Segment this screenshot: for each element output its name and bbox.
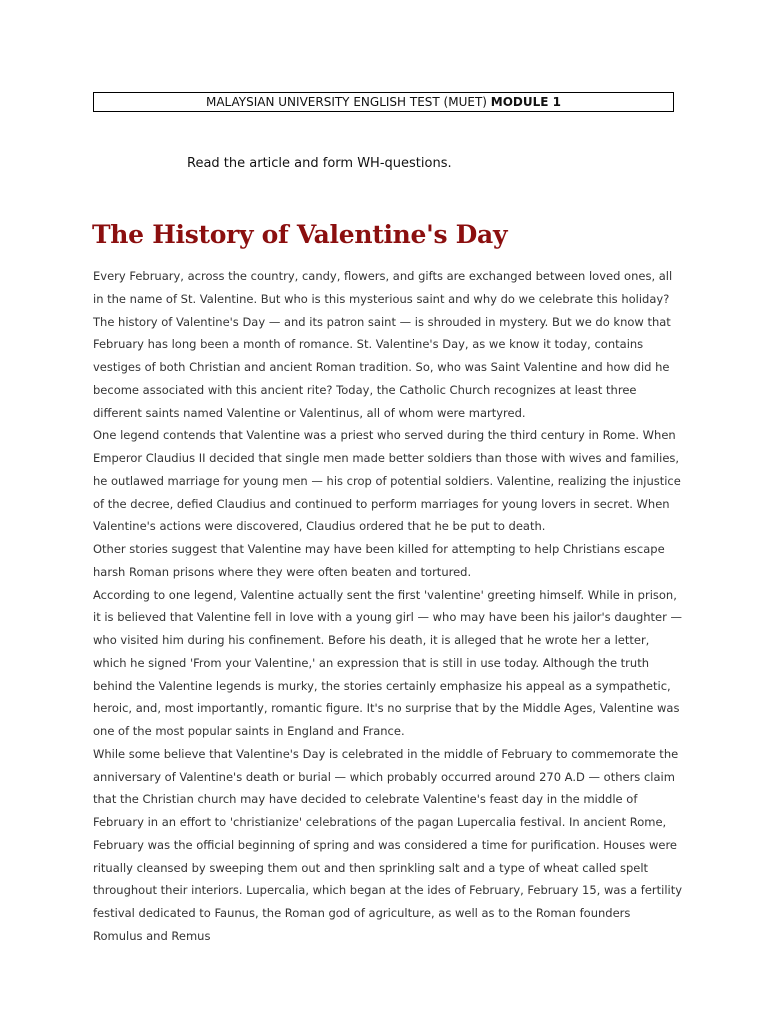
- module-header: [93, 92, 674, 112]
- test-name: MALAYSIAN UNIVERSITY ENGLISH TEST (MUET): [205, 95, 487, 109]
- paragraph-2: One legend contends that Valentine was a priest who served during the third century in Rome. When Emperor Claudius II decided that single men made better soldiers than those with wives and families, he outlawed marriage for young men — his crop of potential soldiers. Valentine, realizing the injustice of the decree, defied Claudius and continued to perform marriages for young lovers in secret. When Valentine's actions were discovered, Claudius ordered that he be put to death.: [93, 428, 681, 534]
- instruction-text: Read the article and form WH-questions.: [187, 156, 452, 171]
- article-title: The History of Valentine's Day: [92, 220, 508, 249]
- paragraph-4: According to one legend, Valentine actually sent the first 'valentine' greeting himself. While in prison, it is believed that Valentine fell in love with a young girl — who may have been his jailor's daughter — who visited him during his confinement. Before his death, it is alleged that he wrote her a letter, which he signed 'From your Valentine,' an expression that is still in use today. Although the truth behind the Valentine legends is murky, the stories certainly emphasize his appeal as a sympathetic, heroic, and, most importantly, romantic figure. It's no surprise that by the Middle Ages, Valentine was one of the most popular saints in England and France.: [93, 587, 683, 738]
- paragraph-3: Other stories suggest that Valentine may have been killed for attempting to help Christians escape harsh Roman prisons where they were often beaten and tortured.: [93, 542, 665, 579]
- paragraph-1: Every February, across the country, candy, flowers, and gifts are exchanged between loved ones, all in the name of St. Valentine. But who is this mysterious saint and why do we celebrate this holiday? The history of Valentine's Day — and its patron saint — is shrouded in mystery. But we do know that February has long been a month of romance. St. Valentine's Day, as we know it today, contains vestiges of both Christian and ancient Roman tradition. So, who was Saint Valentine and how did he become associated with this ancient rite? Today, the Catholic Church recognizes at least three different saints named Valentine or Valentinus, all of whom were martyred.: [93, 269, 673, 420]
- paragraph-5: While some believe that Valentine's Day is celebrated in the middle of February to commemorate the anniversary of Valentine's death or burial — which probably occurred around 270 A.D — others claim that the Christian church may have decided to celebrate Valentine's feast day in the middle of February in an effort to 'christianize' celebrations of the pagan Lupercalia festival. In ancient Rome, February was the official beginning of spring and was considered a time for purification. Houses were ritually cleansed by sweeping them out and then sprinkling salt and a type of wheat called spelt throughout their interiors. Lupercalia, which began at the ides of February, February 15, was a fertility festival dedicated to Faunus, the Roman god of agriculture, as well as to the Roman founders Romulus and Remus: [93, 746, 683, 943]
- article-body: [93, 265, 683, 948]
- module-label: MODULE 1: [490, 95, 561, 109]
